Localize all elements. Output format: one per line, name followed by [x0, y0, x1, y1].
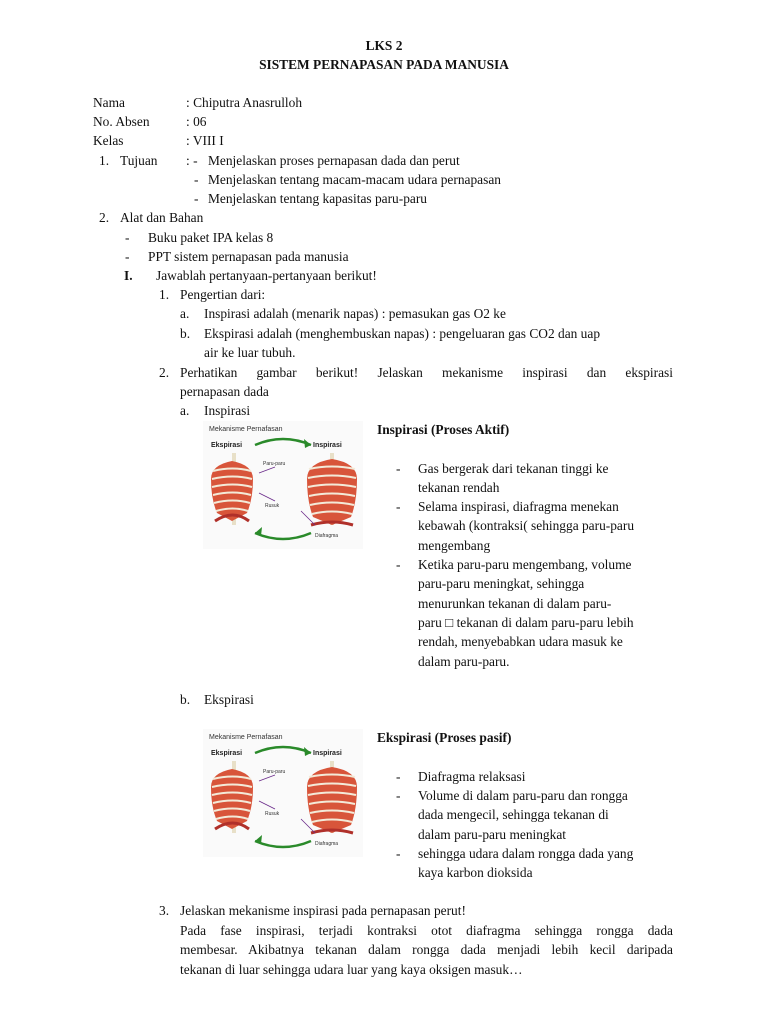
alat-dash: -	[125, 249, 130, 264]
q3-title: Jelaskan mekanisme inspirasi pada pernapasan perut!	[180, 903, 466, 918]
ribcage-left-image	[211, 761, 253, 833]
figure-label-lungs: Paru-paru	[263, 769, 286, 775]
ekspirasi-dash: -	[396, 769, 401, 784]
alat-label: Alat dan Bahan	[120, 210, 204, 225]
q2-question: Perhatikan gambar berikut! Jelaskan mekanisme inspirasi dan ekspirasi	[180, 365, 673, 380]
inspirasi-dash: -	[396, 557, 401, 572]
tujuan-item: Menjelaskan tentang macam-macam udara pernapasan	[208, 172, 501, 187]
absen-label: No. Absen	[93, 114, 150, 129]
figure-title: Mekanisme Pernafasan	[209, 426, 283, 433]
alat-item: Buku paket IPA kelas 8	[148, 230, 274, 245]
tujuan-item: Menjelaskan tentang kapasitas paru-paru	[208, 191, 428, 206]
figure-label-lungs: Paru-paru	[263, 461, 286, 467]
q2-question-cont: pernapasan dada	[180, 384, 269, 399]
q3-answer-line: tekanan di luar sehingga udara luar yang kaya oksigen masuk…	[180, 962, 523, 977]
q1-b-text: Ekspirasi adalah (menghembuskan napas) : pengeluaran gas CO2 dan uap	[204, 326, 601, 341]
ribcage-left-image	[211, 453, 253, 525]
inspirasi-heading: Inspirasi (Proses Aktif)	[377, 422, 510, 437]
name-value: : Chiputra Anasrulloh	[186, 95, 303, 110]
ekspirasi-dash: -	[396, 788, 401, 803]
q2-b-label: Ekspirasi	[204, 692, 254, 707]
ekspirasi-line: Diafragma relaksasi	[418, 769, 526, 784]
figure-label-diaphragm: Diafragma	[315, 533, 339, 539]
document-title: LKS 2	[365, 38, 403, 53]
section-title: Jawablah pertanyaan-pertanyaan berikut!	[156, 268, 377, 283]
inspirasi-line: mengembang	[418, 538, 491, 553]
tujuan-dash: -	[194, 172, 199, 187]
figure-label-ribs: Rusuk	[265, 811, 280, 817]
figure-left-label: Ekspirasi	[211, 442, 243, 449]
q2-a-marker: a.	[180, 403, 190, 418]
ekspirasi-line: sehingga udara dalam rongga dada yang	[418, 846, 634, 861]
ekspirasi-line: dalam paru-paru meningkat	[418, 827, 566, 842]
section-number: I.	[124, 268, 133, 283]
tujuan-dash: -	[194, 191, 199, 206]
ekspirasi-heading: Ekspirasi (Proses pasif)	[377, 730, 512, 745]
inspirasi-line: kebawah (kontraksi( sehingga paru-paru	[418, 518, 635, 533]
alat-item: PPT sistem pernapasan pada manusia	[148, 249, 349, 264]
inspirasi-line: Ketika paru-paru mengembang, volume	[418, 557, 632, 572]
q1-a-marker: a.	[180, 306, 190, 321]
q1-number: 1.	[159, 287, 170, 302]
tujuan-number: 1.	[99, 153, 110, 168]
q2-a-label: Inspirasi	[204, 403, 251, 418]
inspirasi-line: rendah, menyebabkan udara masuk ke	[418, 634, 623, 649]
document-subtitle: SISTEM PERNAPASAN PADA MANUSIA	[259, 57, 509, 72]
inspirasi-line: menurunkan tekanan di dalam paru-	[418, 596, 612, 611]
q3-answer-line: Pada fase inspirasi, terjadi kontraksi otot diafragma sehingga rongga dada	[180, 923, 673, 938]
inspirasi-line: dalam paru-paru.	[418, 654, 510, 669]
q1-title: Pengertian dari:	[180, 287, 266, 302]
ribcage-right-image	[307, 761, 357, 833]
inspirasi-dash: -	[396, 499, 401, 514]
figure-right-label: Inspirasi	[313, 750, 342, 757]
inspirasi-line: Gas bergerak dari tekanan tinggi ke	[418, 461, 609, 476]
q3-number: 3.	[159, 903, 170, 918]
q3-answer-line: membesar. Akibatnya tekanan dalam rongga dada menjadi lebih kecil daripada	[180, 942, 673, 957]
inspirasi-dash: -	[396, 461, 401, 476]
figure-right-label: Inspirasi	[313, 442, 342, 449]
figure-left-label: Ekspirasi	[211, 750, 243, 757]
ekspirasi-line: dada mengecil, sehingga tekanan di	[418, 807, 609, 822]
tujuan-label: Tujuan	[120, 153, 158, 168]
ribcage-right-image	[307, 453, 357, 525]
breathing-mechanism-figure	[203, 729, 363, 857]
q2-number: 2.	[159, 365, 170, 380]
q2-b-marker: b.	[180, 692, 191, 707]
ekspirasi-line: Volume di dalam paru-paru dan rongga	[418, 788, 628, 803]
figure-label-diaphragm: Diafragma	[315, 841, 339, 847]
alat-dash: -	[125, 230, 130, 245]
kelas-value: : VIII I	[186, 133, 224, 148]
q1-b-text-cont: air ke luar tubuh.	[204, 345, 296, 360]
ekspirasi-dash: -	[396, 846, 401, 861]
alat-number: 2.	[99, 210, 110, 225]
tujuan-separator: : -	[186, 153, 198, 168]
inspirasi-line: paru □ tekanan di dalam paru-paru lebih	[418, 615, 634, 630]
inspirasi-line: Selama inspirasi, diafragma menekan	[418, 499, 619, 514]
inspirasi-line: tekanan rendah	[418, 480, 500, 495]
figure-label-ribs: Rusuk	[265, 503, 280, 509]
ekspirasi-line: kaya karbon dioksida	[418, 865, 533, 880]
breathing-mechanism-figure	[203, 421, 363, 549]
q1-b-marker: b.	[180, 326, 191, 341]
q1-a-text: Inspirasi adalah (menarik napas) : pemasukan gas O2 ke	[204, 306, 506, 321]
figure-title: Mekanisme Pernafasan	[209, 734, 283, 741]
tujuan-item: Menjelaskan proses pernapasan dada dan perut	[208, 153, 460, 168]
inspirasi-line: paru-paru meningkat, sehingga	[418, 576, 585, 591]
name-label: Nama	[93, 95, 125, 110]
kelas-label: Kelas	[93, 133, 124, 148]
absen-value: : 06	[186, 114, 207, 129]
